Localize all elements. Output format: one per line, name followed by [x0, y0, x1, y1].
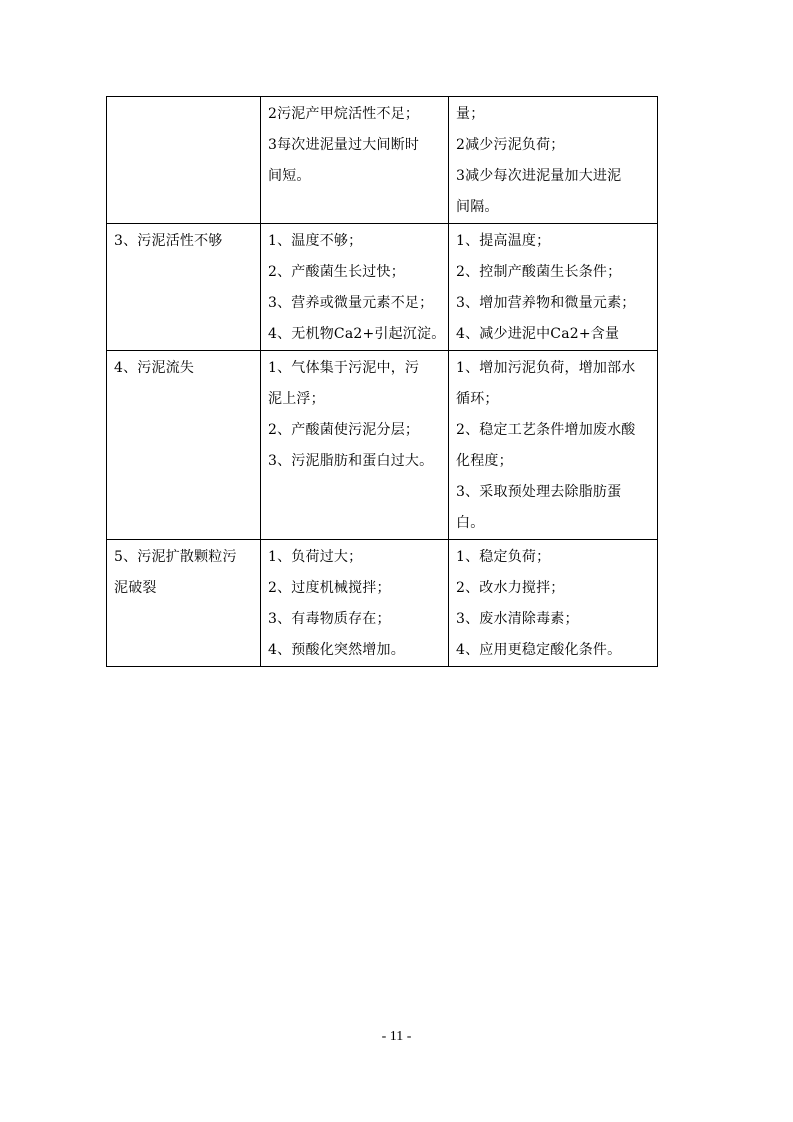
measure-line: 4、应用更稳定酸化条件。	[456, 642, 622, 658]
measure-line: 3、增加营养物和微量元素；	[456, 295, 636, 311]
measure-line: 3减少每次进泥量加大进泥	[456, 168, 622, 184]
cause-line: 1、负荷过大；	[268, 549, 363, 565]
measure-line: 1、增加污泥负荷，增加部水	[456, 360, 636, 376]
problem-cell	[107, 224, 261, 351]
measure-line: 2、控制产酸菌生长条件；	[456, 264, 622, 280]
table-body	[107, 97, 658, 667]
measure-line: 2减少污泥负荷；	[456, 137, 565, 153]
cause-line: 4、无机物Ca2+引起沉淀。	[268, 326, 446, 342]
cause-line: 4、预酸化突然增加。	[268, 642, 405, 658]
cause-line: 3、污泥脂肪和蛋白过大。	[268, 453, 434, 469]
measure-line: 2、改水力搅拌；	[456, 580, 565, 596]
cause-line: 间短。	[268, 168, 311, 184]
table-row	[107, 540, 658, 667]
cause-line: 泥上浮；	[268, 391, 325, 407]
cause-line: 3每次进泥量过大间断时	[268, 137, 420, 153]
table-row	[107, 351, 658, 540]
cause-line: 3、有毒物质存在；	[268, 611, 391, 627]
table-row	[107, 224, 658, 351]
measures-cell	[449, 224, 658, 351]
problem-cell	[107, 351, 261, 540]
cause-line: 2污泥产甲烷活性不足；	[268, 106, 420, 122]
measure-line: 3、采取预处理去除脂肪蛋	[456, 484, 622, 500]
cause-line: 3、营养或微量元素不足；	[268, 295, 434, 311]
cause-line: 2、产酸菌生长过快；	[268, 264, 405, 280]
causes-cell	[261, 351, 449, 540]
measure-line: 1、提高温度；	[456, 233, 551, 249]
cause-line: 2、过度机械搅拌；	[268, 580, 391, 596]
causes-cell	[261, 97, 449, 224]
cause-line: 1、气体集于污泥中，污	[268, 360, 420, 376]
measures-cell	[449, 540, 658, 667]
problem-line: 5、污泥扩散颗粒污	[114, 549, 237, 565]
measure-line: 间隔。	[456, 199, 499, 215]
measure-line: 量；	[456, 106, 485, 122]
problem-cell	[107, 97, 261, 224]
cause-line: 1、温度不够；	[268, 233, 363, 249]
measure-line: 2、稳定工艺条件增加废水酸	[456, 422, 636, 438]
causes-cell	[261, 540, 449, 667]
measure-line: 白。	[456, 515, 485, 531]
problem-line: 泥破裂	[114, 580, 157, 596]
measures-cell	[449, 97, 658, 224]
page-number: - 11 -	[381, 1029, 412, 1044]
measures-cell	[449, 351, 658, 540]
table-row	[107, 97, 658, 224]
troubleshooting-table	[106, 96, 658, 667]
problem-line: 4、污泥流失	[114, 360, 195, 376]
problem-line: 3、污泥活性不够	[114, 233, 223, 249]
measure-line: 4、减少进泥中Ca2+含量	[456, 326, 620, 342]
measure-line: 1、稳定负荷；	[456, 549, 551, 565]
causes-cell	[261, 224, 449, 351]
measure-line: 循环；	[456, 391, 499, 407]
cause-line: 2、产酸菌使污泥分层；	[268, 422, 420, 438]
measure-line: 化程度；	[456, 453, 513, 469]
measure-line: 3、废水清除毒素；	[456, 611, 579, 627]
problem-cell	[107, 540, 261, 667]
